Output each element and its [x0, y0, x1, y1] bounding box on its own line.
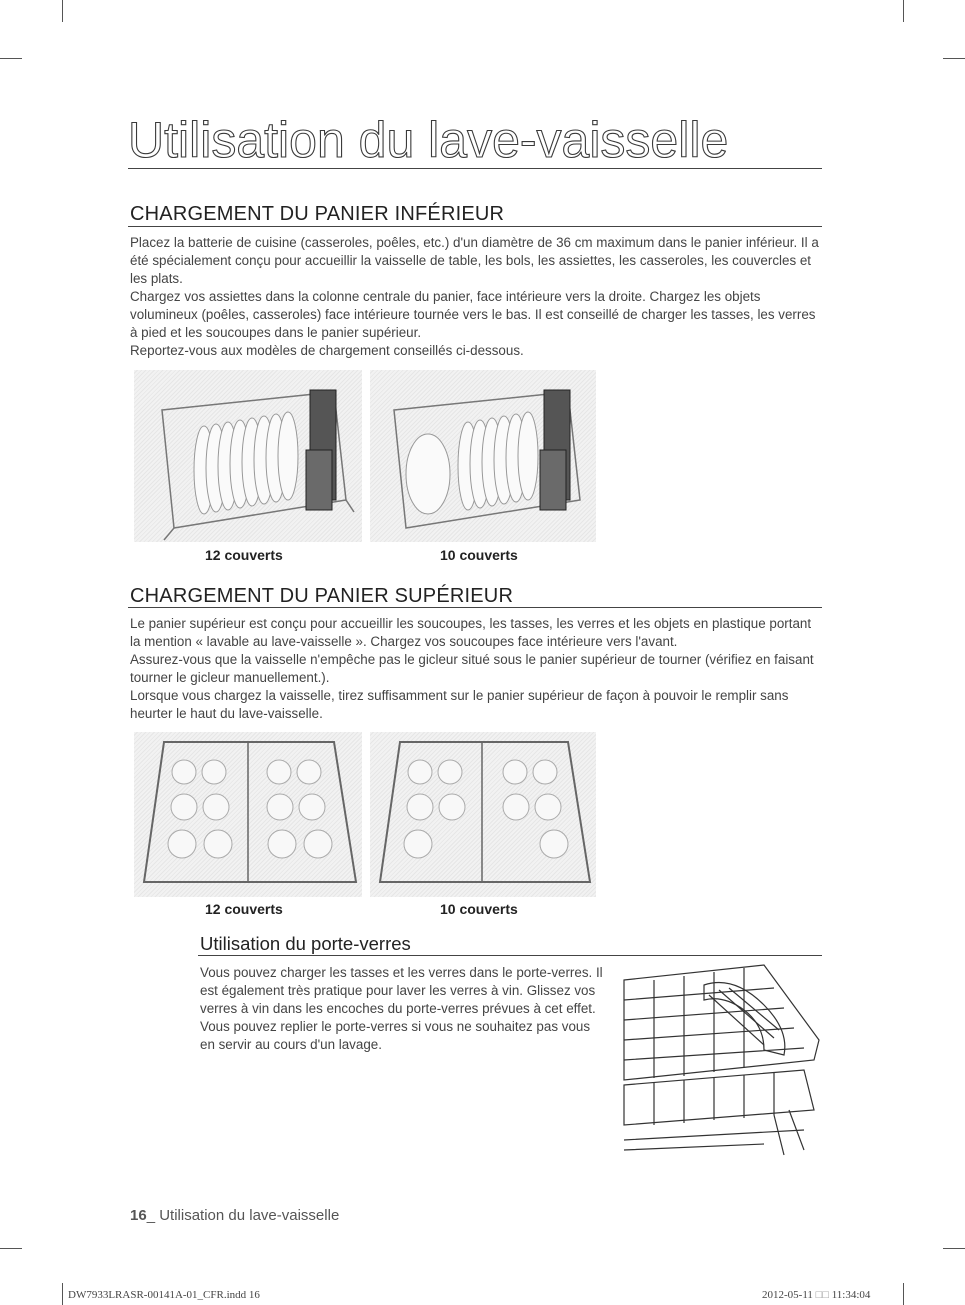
footer-section-title: Utilisation du lave-vaisselle [159, 1207, 340, 1224]
heading-rule [198, 955, 822, 956]
print-slug-datetime [762, 1289, 870, 1301]
crop-mark [943, 1248, 965, 1249]
heading-rule [128, 607, 822, 608]
paragraph: Le panier supérieur est conçu pour accueillir les soucoupes, les tasses, les verres et les objets en plastique portant la mention « lavable au lave-vaisselle ». Chargez vos soucoupes face intérieure vers l'avant. [130, 616, 812, 649]
paragraph: Vous pouvez charger les tasses et les verres dans le porte-verres. Il est également très pratique pour laver les verres à vin. Glissez vos verres à vin dans les encoches du porte-verres prévues à cet effet. [200, 965, 603, 1016]
print-slug-file: DW7933LRASR-00141A-01_CFR.indd 16 [68, 1289, 260, 1301]
photo-caption: 10 couverts [440, 901, 518, 917]
crop-mark [0, 1248, 22, 1249]
print-time: 11:34:04 [831, 1289, 871, 1301]
dish-rack-illustration [134, 370, 362, 542]
paragraph: Reportez-vous aux modèles de chargement conseillés ci-dessous. [130, 343, 524, 358]
lower-basket-photo-10 [370, 370, 596, 542]
print-date: 2012-05-11 [762, 1289, 813, 1301]
photo-caption: 10 couverts [440, 547, 518, 563]
paragraph: Vous pouvez replier le porte-verres si vous ne souhaitez pas vous en servir au cours d'un lavage. [200, 1019, 591, 1052]
glass-holder-heading: Utilisation du porte-verres [200, 933, 411, 954]
footer-separator: _ [146, 1207, 160, 1224]
glass-holder-illustration [614, 960, 824, 1160]
cup-rack-illustration [134, 732, 362, 897]
photo-caption: 12 couverts [205, 901, 283, 917]
crop-mark [0, 58, 22, 59]
paragraph: Lorsque vous chargez la vaisselle, tirez suffisamment sur le panier supérieur de façon à pouvoir le remplir sans heurter le haut du lave-vaisselle. [130, 688, 789, 721]
dish-rack-illustration [370, 370, 596, 542]
crop-mark [943, 58, 965, 59]
crop-mark [62, 0, 63, 22]
page-number: 16 [130, 1207, 147, 1224]
upper-basket-photo-10 [370, 732, 596, 897]
paragraph: Chargez vos assiettes dans la colonne centrale du panier, face intérieure vers la droite. Chargez les objets volumineux (poêles, casseroles) face intérieure tournée vers le bas. Il est conseillé de charger les tasses, les verres à pied et les soucoupes dans le panier supérieur. [130, 289, 816, 340]
heading-rule [128, 226, 822, 227]
upper-basket-text [130, 615, 820, 723]
page-title: Utilisation du lave-vaisselle [128, 112, 729, 168]
paragraph: Assurez-vous que la vaisselle n'empêche pas le gicleur situé sous le panier supérieur de tourner (vérifiez en faisant tourner le gicleur manuellement.). [130, 652, 814, 685]
upper-basket-photo-12 [134, 732, 362, 897]
lower-basket-text [130, 234, 820, 360]
title-rule [128, 168, 822, 169]
lower-basket-photo-12 [134, 370, 362, 542]
paragraph: Placez la batterie de cuisine (casseroles, poêles, etc.) d'un diamètre de 36 cm maximum dans le panier inférieur. Il a été spécialement conçu pour accueillir la vaisselle de table, les bols, les assiettes, les casseroles, les couvercles et les plats. [130, 235, 819, 286]
print-marks: □□ [815, 1289, 829, 1301]
crop-mark [62, 1283, 63, 1305]
page-footer [130, 1207, 339, 1224]
crop-mark [903, 1283, 904, 1305]
lower-basket-heading: CHARGEMENT DU PANIER INFÉRIEUR [130, 203, 505, 225]
upper-basket-heading: CHARGEMENT DU PANIER SUPÉRIEUR [130, 585, 514, 607]
crop-mark [903, 0, 904, 22]
cup-rack-illustration [370, 732, 596, 897]
glass-holder-text [200, 964, 608, 1054]
photo-caption: 12 couverts [205, 547, 283, 563]
